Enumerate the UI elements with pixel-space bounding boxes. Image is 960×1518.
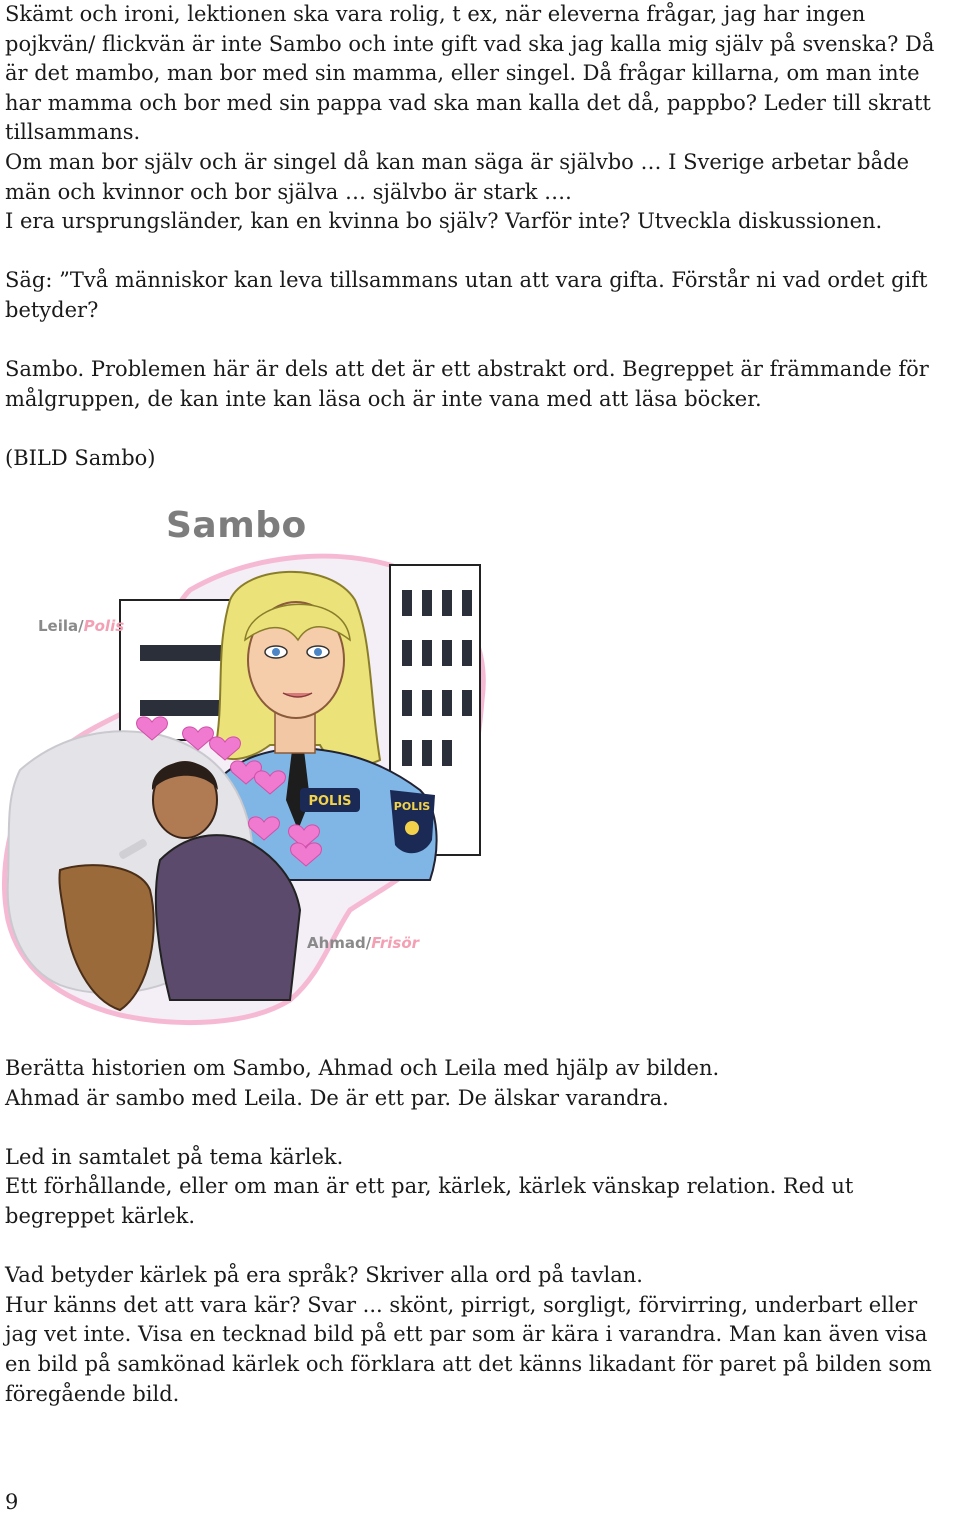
caption-leila-job: Polis	[83, 617, 125, 635]
paragraph-forhallande: Ett förhållande, eller om man är ett par, kärlek, kärlek vänskap relation. Red ut begreppet kärlek.	[5, 1174, 854, 1228]
svg-text:POLIS: POLIS	[393, 800, 431, 813]
paragraph-vad-betyder: Vad betyder kärlek på era språk? Skriver alla ord på tavlan.	[5, 1263, 643, 1288]
paragraph-sag: Säg: ”Två människor kan leva tillsammans utan att vara gifta. Förstår ni vad ordet gift betyder?	[5, 268, 928, 322]
illustration-title: Sambo	[166, 505, 307, 546]
caption-ahmad	[307, 934, 419, 952]
paragraph-spacer	[5, 237, 955, 267]
paragraph-ursprungslander: I era ursprungsländer, kan en kvinna bo själv? Varför inte? Utveckla diskussionen.	[5, 209, 883, 234]
paragraph-hur-kanns: Hur känns det att vara kär? Svar ... skönt, pirrigt, sorgligt, förvirring, underbart eller jag vet inte. Visa en tecknad bild på ett par som är kära i varandra. Man kan även visa en bild på samkönad kärlek och förklara att det känns likadant för paret på bilden som föregående bild.	[5, 1292, 932, 1406]
sambo-illustration	[0, 498, 500, 1028]
paragraph-ahmad-leila: Ahmad är sambo med Leila. De är ett par. De älskar varandra.	[5, 1085, 669, 1110]
paragraph-spacer	[5, 326, 955, 356]
caption-ahmad-job: Frisör	[371, 934, 420, 952]
paragraph-bild-label: (BILD Sambo)	[5, 445, 156, 470]
top-text-block	[5, 0, 955, 474]
paragraph-beratta: Berätta historien om Sambo, Ahmad och Leila med hjälp av bilden.	[5, 1056, 720, 1080]
caption-leila	[38, 617, 124, 635]
police-badge-left	[300, 788, 360, 812]
police-badge-right	[390, 790, 435, 853]
bottom-text-block	[5, 1054, 955, 1409]
caption-separator: /	[365, 934, 372, 952]
caption-leila-name: Leila	[38, 617, 79, 635]
paragraph-spacer	[5, 1113, 955, 1143]
paragraph-joke: Skämt och ironi, lektionen ska vara rolig, t ex, när eleverna frågar, jag har ingen pojkvän/ flickvän är inte Sambo och inte gift vad ska jag kalla mig själv på svenska? Då är det mambo, man bor med sin mamma, eller singel. Då frågar killarna, om man inte har mamma och bor med sin pappa vad ska man kalla det då, pappbo? Leder till skratt tillsammans.	[5, 2, 935, 145]
paragraph-spacer	[5, 1232, 955, 1262]
caption-separator: /	[78, 617, 84, 635]
paragraph-led-in: Led in samtalet på tema kärlek.	[5, 1144, 344, 1169]
paragraph-sjalvbo: Om man bor själv och är singel då kan man säga är självbo … I Sverige arbetar både män och kvinnor och bor själva … självbo är stark ….	[5, 149, 910, 204]
svg-text:POLIS: POLIS	[308, 794, 352, 809]
paragraph-sambo-problem: Sambo. Problemen här är dels att det är ett abstrakt ord. Begreppet är främmande för målgruppen, de kan inte kan läsa och är inte vana med att läsa böcker.	[5, 357, 929, 411]
caption-ahmad-name: Ahmad	[307, 934, 366, 952]
paragraph-spacer	[5, 414, 955, 444]
page-number: 9	[5, 1490, 19, 1514]
